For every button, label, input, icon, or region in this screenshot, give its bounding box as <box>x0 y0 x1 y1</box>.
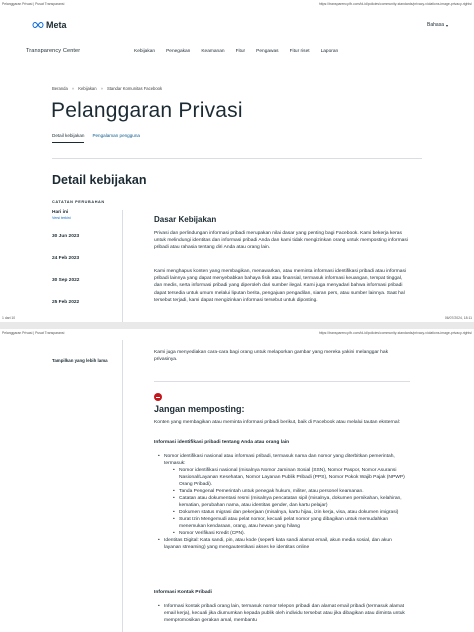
print-timestamp: 06/07/2024, 18:11 <box>444 316 472 320</box>
divider <box>52 158 422 159</box>
changelog-date: 25 Feb 2022 <box>52 300 80 305</box>
subsection-heading: Informasi identifikasi pribadi tentang Anda atau orang lain <box>154 440 290 445</box>
menu-item-keamanan[interactable]: Keamanan <box>201 48 225 54</box>
print-header-title: Pelanggaran Privasi | Pusat Transparansi <box>2 331 65 335</box>
changelog-date: 30 Sep 2022 <box>52 278 80 283</box>
changelog-timeline <box>52 210 122 322</box>
breadcrumb-home[interactable]: Beranda <box>52 86 68 91</box>
meta-infinity-icon <box>32 21 44 29</box>
print-header <box>0 329 474 337</box>
timeline-rail <box>122 210 123 322</box>
policy-rationale-heading: Dasar Kebijakan <box>154 215 217 224</box>
list-item-text: Nomor identifikasi nasional atau informasi pribadi, termasuk nama dan nomor yang diterbitkan pemerintah, termasuk: <box>164 454 395 466</box>
prohibited-icon <box>154 393 162 401</box>
policy-paragraph: Kami menghapus konten yang membagikan, menawarkan, atau meminta informasi identifikasi pribadi atau informasi pribadi lainnya yang dapat menyebabkan bahaya fisik atau finansial, termasuk informasi keuangan, tempat tinggal, dan medis, serta informasi pribadi yang diperoleh dari sumber ilegal. Kami juga menyadari bahwa informasi pribadi dapat tersedia untuk umum melalui liputan berita, pengajuan pengadilan, siaran pers, atau sumber lainnya. Saat hal tersebut terjadi, kami dapat mengizinkan informasi tersebut untuk diposting. <box>154 269 406 303</box>
tab-user-experience[interactable]: Pengalaman pengguna <box>92 133 140 138</box>
print-header <box>0 0 474 8</box>
language-label: Bahasa <box>427 22 444 28</box>
show-older-button[interactable]: Tampilkan yang lebih lama <box>52 358 108 363</box>
changelog-status: Versi terkini <box>52 216 71 220</box>
changelog-label: CATATAN PERUBAHAN <box>52 200 105 204</box>
changelog-item[interactable] <box>52 234 122 256</box>
print-header-title: Pelanggaran Privasi | Pusat Transparansi <box>2 2 65 6</box>
breadcrumb-separator-icon: » <box>71 86 75 91</box>
list-item: • Catatan atau dokumentasi resmi (misalnya pencatatan sipil (misalnya, dokumen pernikahan, kelahiran, kematian, perubahan nama, atau identitas gender, dan kartu pelajar) <box>173 495 410 509</box>
breadcrumb-community-standards[interactable]: Standar Komunitas Facebook <box>106 86 163 91</box>
menu-item-laporan[interactable]: Laporan <box>320 48 339 54</box>
menu-item-fitur[interactable]: Fitur <box>235 48 246 54</box>
print-header-url: https://transparency.fb.com/id-id/policies/community-standards/privacy-violations-image-privacy-rights/ <box>318 331 472 335</box>
list-item: • Nomor Verifikasi Kredit (CPN). <box>173 530 410 537</box>
section-title: Detail kebijakan <box>52 173 147 187</box>
print-header-url: https://transparency.fb.com/id-id/policies/community-standards/privacy-violations-image-privacy-rights/ <box>318 2 472 6</box>
changelog-item[interactable] <box>52 278 122 300</box>
menu-item-kebijakan[interactable]: Kebijakan <box>134 48 156 54</box>
breadcrumb <box>52 86 162 91</box>
tab-policy-details[interactable]: Detail kebijakan <box>52 133 84 143</box>
print-page-number: 1 dari 10 <box>2 316 16 320</box>
language-selector[interactable] <box>427 22 448 28</box>
list-item: • Identitas Digital: Kata sandi, pin, atau kode (seperti kata sandi alamat email, akun media sosial, dan akun layanan streaming) yang mengautentikasi akses ke identitas online <box>158 537 410 551</box>
top-navigation <box>26 12 448 42</box>
menu-item-fitur-riset[interactable]: Fitur riset <box>289 48 310 54</box>
timeline-rail <box>122 340 123 632</box>
do-not-post-heading: Jangan memposting: <box>154 404 245 414</box>
subsection-heading: Informasi Kontak Pribadi <box>154 590 212 595</box>
changelog-date: 24 Feb 2023 <box>52 256 80 261</box>
list-item: • Surat Izin Mengemudi atau pelat nomor, kecuali pelat nomor yang dibagikan untuk memudahkan menemukan kendaraan, orang, atau hewan yang hilang <box>173 516 410 530</box>
policy-paragraph: Kami juga menyediakan cara-cara bagi orang untuk melaporkan gambar yang mereka yakini melanggar hak privasinya. <box>154 350 389 363</box>
transparency-center-brand[interactable]: Transparency Center <box>26 48 81 54</box>
list-item: • Dokumen status migrasi dan pekerjaan (misalnya, kartu hijau, izin kerja, visa, atau dokumen imigrasi) <box>173 509 410 516</box>
chevron-down-icon: ▾ <box>445 22 448 28</box>
print-footer <box>0 314 474 322</box>
list-item: • Nomor identifikasi nasional (misalnya Nomor Jaminan Sosial (SSN), Nomor Paspor, Nomor Asuransi Nasional/Layanan Kesehatan, Nomor Layanan Publik Pribadi (PPS), Nomor Pokok Wajib Pajak (NPWP) Orang Pribadi). <box>173 467 410 488</box>
divider <box>154 381 410 382</box>
nested-bullet-list <box>164 467 410 537</box>
menu-item-penegakan[interactable]: Penegakan <box>166 48 191 54</box>
main-menu <box>134 49 338 54</box>
breadcrumb-separator-icon: » <box>100 86 103 91</box>
menu-item-pengawas[interactable]: Pengawas <box>256 48 279 54</box>
bullet-list <box>158 603 410 624</box>
policy-tabs <box>52 133 140 143</box>
changelog-date: Hari ini <box>52 210 69 215</box>
breadcrumb-policies[interactable]: Kebijakan <box>78 86 97 91</box>
do-not-post-intro: Konten yang membagikan atau meminta informasi pribadi berikut, baik di Facebook atau melalui tautan eksternal: <box>154 420 401 425</box>
bullet-list <box>158 453 410 551</box>
changelog-item[interactable] <box>52 210 122 234</box>
list-item: • Informasi kontak pribadi orang lain, termasuk nomor telepon pribadi dan alamat email pribadi (termasuk alamat email kerja), kecuali jika diumumkan kepada publik oleh individu tersebut atau jika dibagikan atau diminta untuk mempromosikan gerakan amal, membantu <box>158 603 410 624</box>
meta-logo[interactable] <box>32 20 67 30</box>
changelog-date: 30 Jun 2023 <box>52 234 80 239</box>
site-navigation <box>26 45 448 57</box>
policy-paragraph: Privasi dan perlindungan informasi pribadi merupakan nilai dasar yang penting bagi Facebook. Kami bekerja keras untuk melindungi identitas dan informasi pribadi Anda dan kami tidak mengizinkan orang untuk memposting informasi pribadi atau rahasia tentang diri Anda atau orang lain. <box>154 231 408 251</box>
list-item <box>158 453 410 537</box>
list-item: • Tanda Pengenal Pemerintah untuk penegak hukum, militer, atau personel keamanan. <box>173 488 410 495</box>
page-title: Pelanggaran Privasi <box>51 99 243 122</box>
changelog-item[interactable] <box>52 256 122 278</box>
meta-logo-text: Meta <box>46 20 67 30</box>
